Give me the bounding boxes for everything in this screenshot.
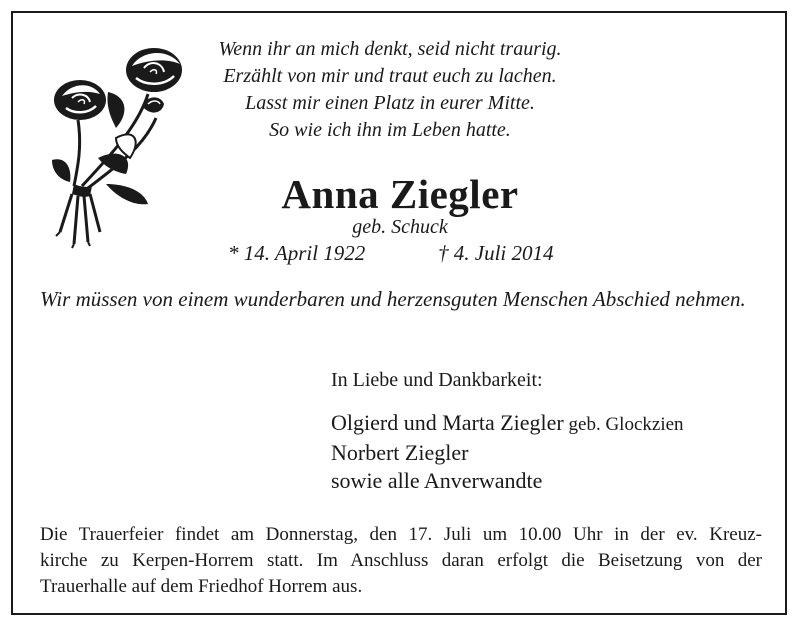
family-line bbox=[331, 409, 684, 439]
service-line: kirche zu Kerpen-Horrem statt. Im Anschluss daran erfolgt die Beisetzung von der bbox=[40, 550, 762, 571]
thanks-line: In Liebe und Dankbarkeit: bbox=[331, 369, 543, 391]
service-line: Die Trauerfeier findet am Donnerstag, den 17. Juli um 10.00 Uhr in der ev. Kreuz- bbox=[40, 524, 762, 545]
birth-date: * 14. April 1922 bbox=[228, 241, 366, 265]
deceased-name: Anna Ziegler bbox=[281, 171, 519, 217]
maiden-name: geb. Schuck bbox=[352, 216, 448, 238]
poem-line: Lasst mir einen Platz in eurer Mitte. bbox=[245, 92, 535, 114]
family-line: Norbert Ziegler bbox=[331, 440, 469, 465]
family-maiden-note: geb. Glockzien bbox=[563, 414, 684, 435]
death-date: † 4. Juli 2014 bbox=[438, 241, 554, 265]
poem-line: Erzählt von mir und traut euch zu lachen. bbox=[223, 65, 557, 87]
roses-icon bbox=[38, 36, 188, 256]
family-name: Olgierd und Marta Ziegler bbox=[331, 410, 564, 435]
memorial-poem bbox=[170, 36, 610, 144]
family-line: sowie alle Anverwandte bbox=[331, 468, 543, 493]
farewell-text: Wir müssen von einem wunderbaren und herzensguten Menschen Abschied nehmen. bbox=[40, 287, 746, 311]
service-line: Trauerhalle auf dem Friedhof Horrem aus. bbox=[40, 576, 363, 597]
family-signatures bbox=[331, 409, 684, 495]
poem-line: Wenn ihr an mich denkt, seid nicht traurig. bbox=[218, 38, 562, 60]
poem-line: So wie ich ihn im Leben hatte. bbox=[269, 119, 511, 141]
funeral-service-info bbox=[40, 522, 762, 600]
